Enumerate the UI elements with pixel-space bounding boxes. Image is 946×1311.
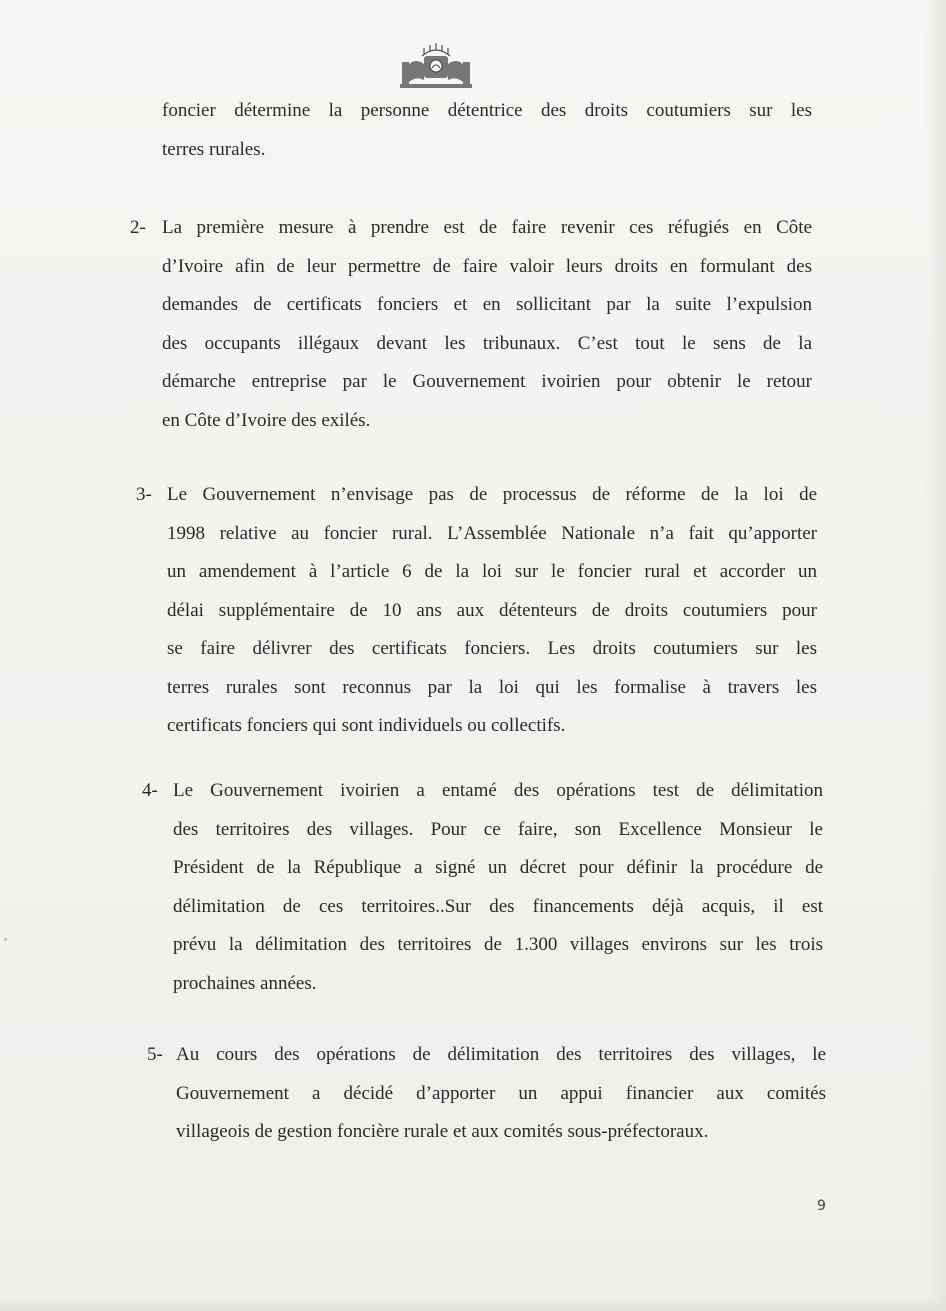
- list-item-3: [167, 476, 817, 746]
- text-line: se faire délivrer des certificats fonciers. Les droits coutumiers sur les: [167, 638, 817, 659]
- text-line: foncier détermine la personne détentrice des droits coutumiers sur les: [162, 100, 812, 121]
- text-line: délai supplémentaire de 10 ans aux détenteurs de droits coutumiers pour: [167, 599, 817, 621]
- text-line: Président de la République a signé un décret pour définir la procédure de: [173, 857, 823, 878]
- text-line: Au cours des opérations de délimitation des territoires des villages, le: [176, 1044, 826, 1065]
- text-line: d’Ivoire afin de leur permettre de faire valoir leurs droits en formulant des: [162, 255, 812, 277]
- list-number: 2-: [130, 217, 146, 238]
- list-number: 3-: [136, 484, 152, 505]
- list-number: 5-: [147, 1044, 163, 1065]
- text-line: Le Gouvernement ivoirien a entamé des opérations test de délimitation: [173, 780, 823, 801]
- coat-of-arms-icon: [394, 42, 478, 92]
- paragraph-continuation: [162, 92, 812, 169]
- text-line: certificats fonciers qui sont individuels ou collectifs.: [167, 715, 566, 736]
- list-item-5: [176, 1036, 826, 1152]
- text-line: terres rurales.: [162, 138, 266, 160]
- list-number: 4-: [142, 780, 158, 801]
- text-line: demandes de certificats fonciers et en sollicitant par la suite l’expulsion: [162, 294, 812, 315]
- list-item-4: [173, 772, 823, 1003]
- text-line: terres rurales sont reconnus par la loi qui les formalise à travers les: [167, 676, 817, 698]
- text-line: La première mesure à prendre est de faire revenir ces réfugiés en Côte: [162, 217, 812, 238]
- text-line: des occupants illégaux devant les tribunaux. C’est tout le sens de la: [162, 332, 812, 354]
- page-shadow-bottom: [0, 1297, 946, 1311]
- text-line: 1998 relative au foncier rural. L’Assemblée Nationale n’a fait qu’apporter: [167, 522, 817, 544]
- list-item-2: [162, 209, 812, 440]
- text-line: Le Gouvernement n’envisage pas de processus de réforme de la loi de: [167, 484, 817, 505]
- page-shadow-right: [924, 0, 946, 1311]
- text-line: un amendement à l’article 6 de la loi sur le foncier rural et accorder un: [167, 561, 817, 582]
- text-line: des territoires des villages. Pour ce faire, son Excellence Monsieur le: [173, 818, 823, 840]
- scan-speck: [4, 938, 7, 941]
- text-line: villageois de gestion foncière rurale et aux comités sous-préfectoraux.: [176, 1121, 709, 1142]
- text-line: prévu la délimitation des territoires de 1.300 villages environs sur les trois: [173, 934, 823, 955]
- text-line: Gouvernement a décidé d’apporter un appui financier aux comités: [176, 1082, 826, 1104]
- text-line: prochaines années.: [173, 972, 317, 994]
- page-number: 9: [817, 1198, 826, 1214]
- text-line: démarche entreprise par le Gouvernement ivoirien pour obtenir le retour: [162, 371, 812, 392]
- text-line: délimitation de ces territoires..Sur des financements déjà acquis, il est: [173, 895, 823, 917]
- text-line: en Côte d’Ivoire des exilés.: [162, 409, 371, 431]
